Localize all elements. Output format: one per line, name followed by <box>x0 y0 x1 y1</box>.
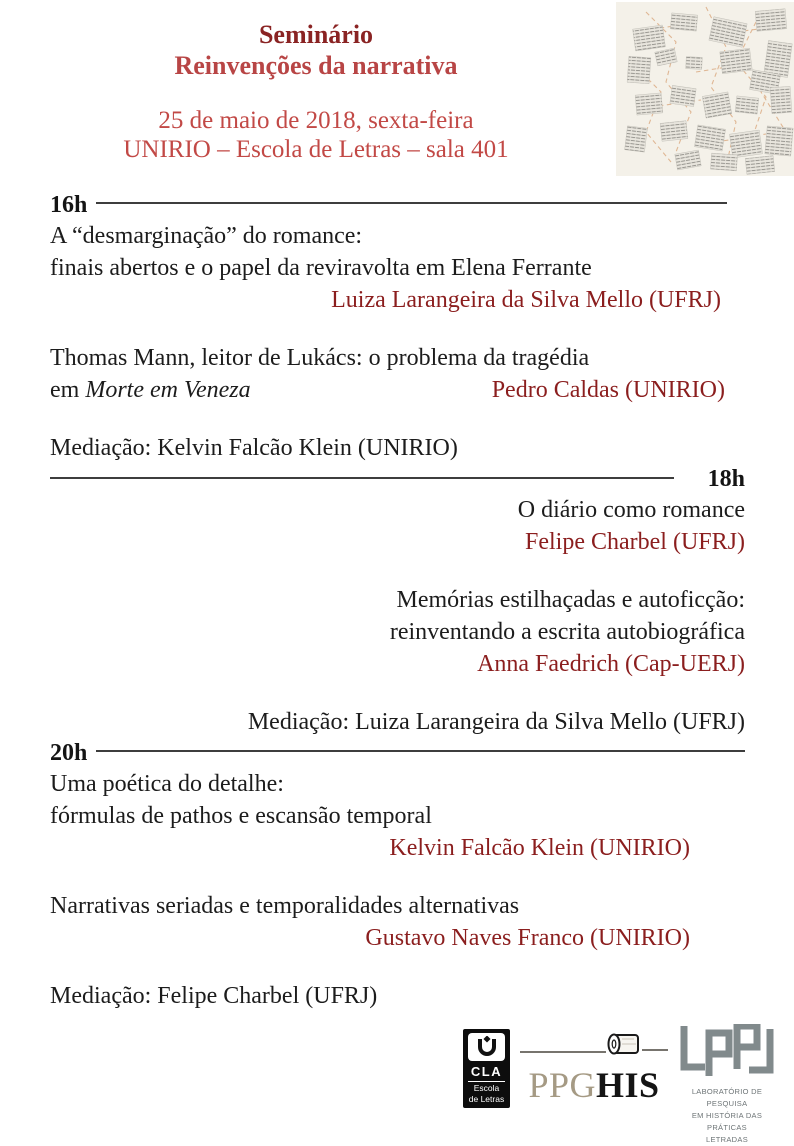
cla-divider <box>468 1081 506 1082</box>
unirio-emblem-icon <box>468 1033 505 1061</box>
work-title-italic: Morte em Veneza <box>85 377 251 403</box>
seminar-date: 25 de maio de 2018, sexta-feira <box>158 107 474 135</box>
seminar-title: Reinvenções da narrativa <box>174 50 458 80</box>
time-label-20h: 20h <box>50 740 88 766</box>
spacer <box>50 954 745 980</box>
scroll-icon <box>518 1030 670 1060</box>
schedule <box>50 190 745 1012</box>
mediation-line: Mediação: Luiza Larangeira da Silva Mello (UFRJ) <box>247 709 745 735</box>
speaker-name: Pedro Caldas (UNIRIO) <box>491 377 725 403</box>
poster-header <box>0 0 632 165</box>
spacer <box>50 406 745 432</box>
mediation-line: Mediação: Kelvin Falcão Klein (UNIRIO) <box>50 435 458 461</box>
session-20h <box>50 738 745 1012</box>
ppghis-wordmark <box>518 1067 670 1103</box>
talk-title-line: Thomas Mann, leitor de Lukács: o problema da tragédia <box>50 345 590 371</box>
divider-rule <box>96 750 745 752</box>
talk-title-line: reinventando a escrita autobiográfica <box>389 619 745 645</box>
talk-title-line: O diário como romance <box>517 497 745 523</box>
lppl-caption-line3: LETRADAS <box>706 1135 748 1144</box>
talk-title-line: finais abertos e o papel da reviravolta em Elena Ferrante <box>50 255 592 281</box>
seminar-kicker: Seminário <box>258 20 374 49</box>
talk-title-line: A “desmarginação” do romance: <box>50 223 363 249</box>
talk-title-line: fórmulas de pathos e escansão temporal <box>50 803 432 829</box>
lppl-monogram-icon <box>679 1024 775 1078</box>
lppl-caption-line2: EM HISTÓRIA DAS PRÁTICAS <box>691 1111 763 1132</box>
seminar-venue: UNIRIO – Escola de Letras – sala 401 <box>123 135 509 163</box>
session-16h-divider <box>50 190 745 220</box>
lppl-caption-line1: LABORATÓRIO DE PESQUISA <box>691 1087 763 1108</box>
speaker-name: Felipe Charbel (UFRJ) <box>525 529 745 555</box>
divider-rule <box>50 477 674 479</box>
ppghis-prefix: PPG <box>528 1065 596 1105</box>
spacer <box>50 864 745 890</box>
session-16h <box>50 190 745 464</box>
map-collage-image <box>616 2 794 176</box>
footer-logos <box>463 1024 778 1146</box>
session-20h-divider <box>50 738 745 768</box>
divider-rule <box>96 202 727 204</box>
talk-title-line: Narrativas seriadas e temporalidades alternativas <box>50 893 520 919</box>
speaker-name: Luiza Larangeira da Silva Mello (UFRJ) <box>331 287 721 313</box>
lppl-caption <box>676 1086 778 1146</box>
spacer <box>50 316 745 342</box>
spacer <box>50 680 745 706</box>
time-label-18h: 18h <box>707 466 745 492</box>
cla-school-line1: Escola <box>473 1083 500 1093</box>
talk-title-line <box>50 374 745 406</box>
talk-title-fragment <box>50 374 251 406</box>
ppghis-suffix: HIS <box>596 1065 660 1105</box>
cla-escola-de-letras-logo <box>463 1029 510 1108</box>
speaker-name: Anna Faedrich (Cap-UERJ) <box>477 651 745 677</box>
session-18h-divider <box>50 464 745 494</box>
talk-title-line: Uma poética do detalhe: <box>50 771 284 797</box>
speaker-name: Gustavo Naves Franco (UNIRIO) <box>365 925 690 951</box>
talk-title-prefix: em <box>50 377 86 403</box>
cla-acronym: CLA <box>470 1064 503 1079</box>
time-label-16h: 16h <box>50 192 88 218</box>
session-18h <box>50 464 745 738</box>
lppl-laboratory-logo <box>676 1024 778 1146</box>
speaker-name: Kelvin Falcão Klein (UNIRIO) <box>389 835 690 861</box>
ppghis-logo <box>518 1030 670 1103</box>
spacer <box>50 558 745 584</box>
mediation-line: Mediação: Felipe Charbel (UFRJ) <box>50 983 378 1009</box>
talk-title-line: Memórias estilhaçadas e autoficção: <box>396 587 745 613</box>
cla-school-line2: de Letras <box>468 1093 505 1104</box>
